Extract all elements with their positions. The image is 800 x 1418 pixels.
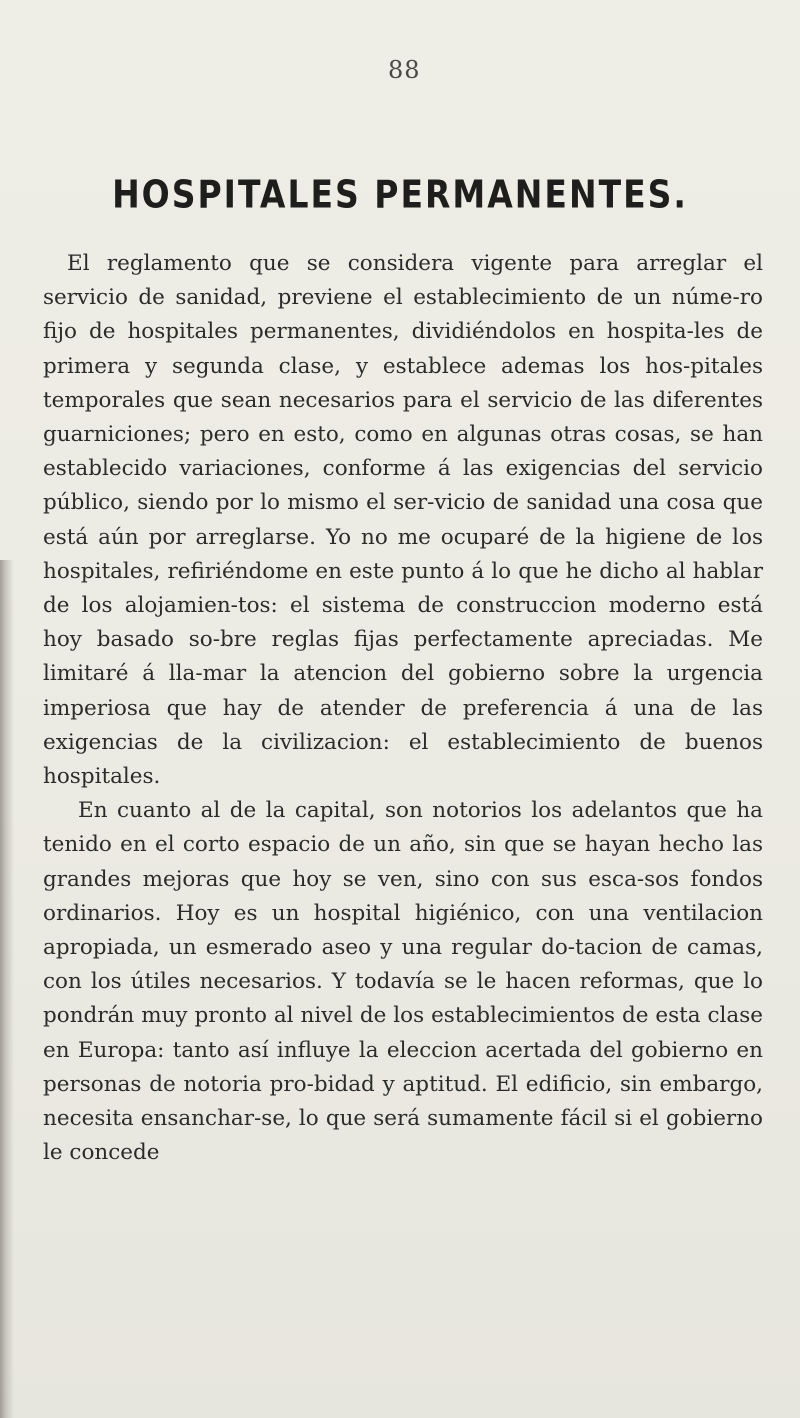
paragraph: El reglamento que se considera vigente para arreglar el servicio de sanidad, previene el establecimiento de un núme-ro fijo de hospitales permanentes, dividiéndolos en hospita-les de primera y segunda clase, y establece ademas los hos-pitales temporales que sean necesarios para el servicio de las diferentes guarniciones; pero en esto, como en algunas otras cosas, se han establecido variaciones, conforme á las exigencias del servicio público, siendo por lo mismo el ser-vicio de sanidad una cosa que está aún por arreglarse. Yo no me ocuparé de la higiene de los hospitales, refiriéndome en este punto á lo que he dicho al hablar de los alojamien-tos: el sistema de construccion moderno está hoy basado so-bre reglas fijas perfectamente apreciadas. Me limitaré á lla-mar la atencion del gobierno sobre la urgencia imperiosa que hay de atender de preferencia á una de las exigencias de la civilizacion: el establecimiento de buenos hospitales.: [43, 251, 763, 790]
section-title: HOSPITALES PERMANENTES.: [112, 172, 688, 217]
page-number: 88: [388, 56, 421, 84]
binding-shadow: [0, 560, 14, 1418]
body-text: [43, 247, 763, 1170]
paragraph: En cuanto al de la capital, son notorios los adelantos que ha tenido en el corto espacio de un año, sin que se hayan hecho las grandes mejoras que hoy se ven, sino con sus esca-sos fondos ordinarios. Hoy es un hospital higiénico, con una ventilacion apropiada, un esmerado aseo y una regular do-tacion de camas, con los útiles necesarios. Y todavía se le hacen reformas, que lo pondrán muy pronto al nivel de los establecimientos de esta clase en Europa: tanto así influye la eleccion acertada del gobierno en personas de notoria pro-bidad y aptitud. El edificio, sin embargo, necesita ensanchar-se, lo que será sumamente fácil si el gobierno le concede: [43, 798, 763, 1166]
